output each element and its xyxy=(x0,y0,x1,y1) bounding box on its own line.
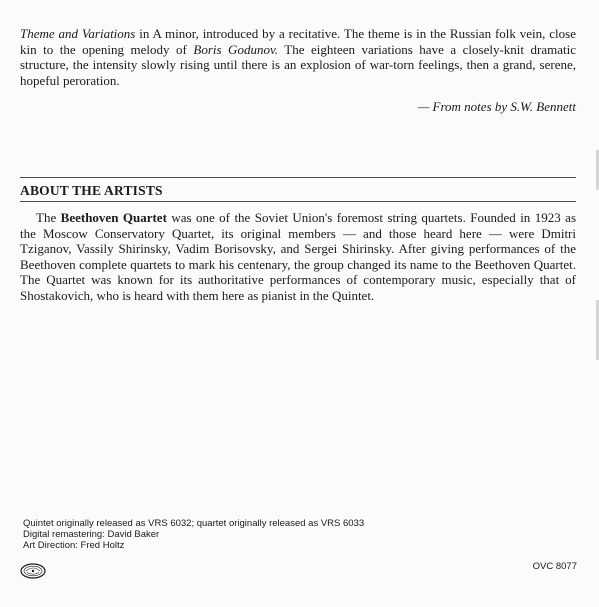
section-heading: ABOUT THE ARTISTS xyxy=(20,183,163,198)
remastering-credit: Digital remastering: David Baker xyxy=(23,529,160,540)
release-credit: Quintet originally released as VRS 6032; quartet originally released as VRS 6033 xyxy=(23,518,365,529)
label-seal-icon xyxy=(20,563,46,579)
catalog-number: OVC 8077 xyxy=(532,561,577,572)
ensemble-name: Beethoven Quartet xyxy=(60,210,167,225)
intro-text-2: The eighteen variations have a closely-knit dramatic structure, the intensity slowly rising until there is an explosion of war-torn feelings, then a grand, serene, hopeful peroration. xyxy=(20,41,576,88)
credits-block xyxy=(23,518,364,551)
artists-lead: The xyxy=(36,210,61,225)
work-title: Theme and Variations xyxy=(20,26,136,41)
artists-paragraph xyxy=(20,210,576,304)
artists-body: was one of the Soviet Union's foremost string quartets. Founded in 1923 as the Moscow Conservatory Quartet, its original members — and those heard here — were Dmitri Tziganov, Vassily Shirinsky, Vadim Borisovsky, and Sergei Shirinsky. After giving performances of the Beethoven complete quartets to mark his centenary, the group changed its name to the Beethoven Quartet. The Quartet was known for its authoritative performances of contemporary music, especially that of Shostakovich, who is heard with them here as pianist in the Quintet. xyxy=(20,210,577,303)
opera-title: Boris Godunov. xyxy=(193,41,278,57)
section-divider-top xyxy=(20,177,576,178)
intro-text-1: in A minor, introduced by a recitative. The theme is in the Russian folk vein, close kin to the opening melody of xyxy=(20,26,576,57)
notes-attribution: — From notes by S.W. Bennett xyxy=(417,99,576,114)
art-direction-credit: Art Direction: Fred Holtz xyxy=(23,540,125,551)
intro-paragraph xyxy=(20,26,576,88)
section-divider-bottom xyxy=(20,201,576,202)
